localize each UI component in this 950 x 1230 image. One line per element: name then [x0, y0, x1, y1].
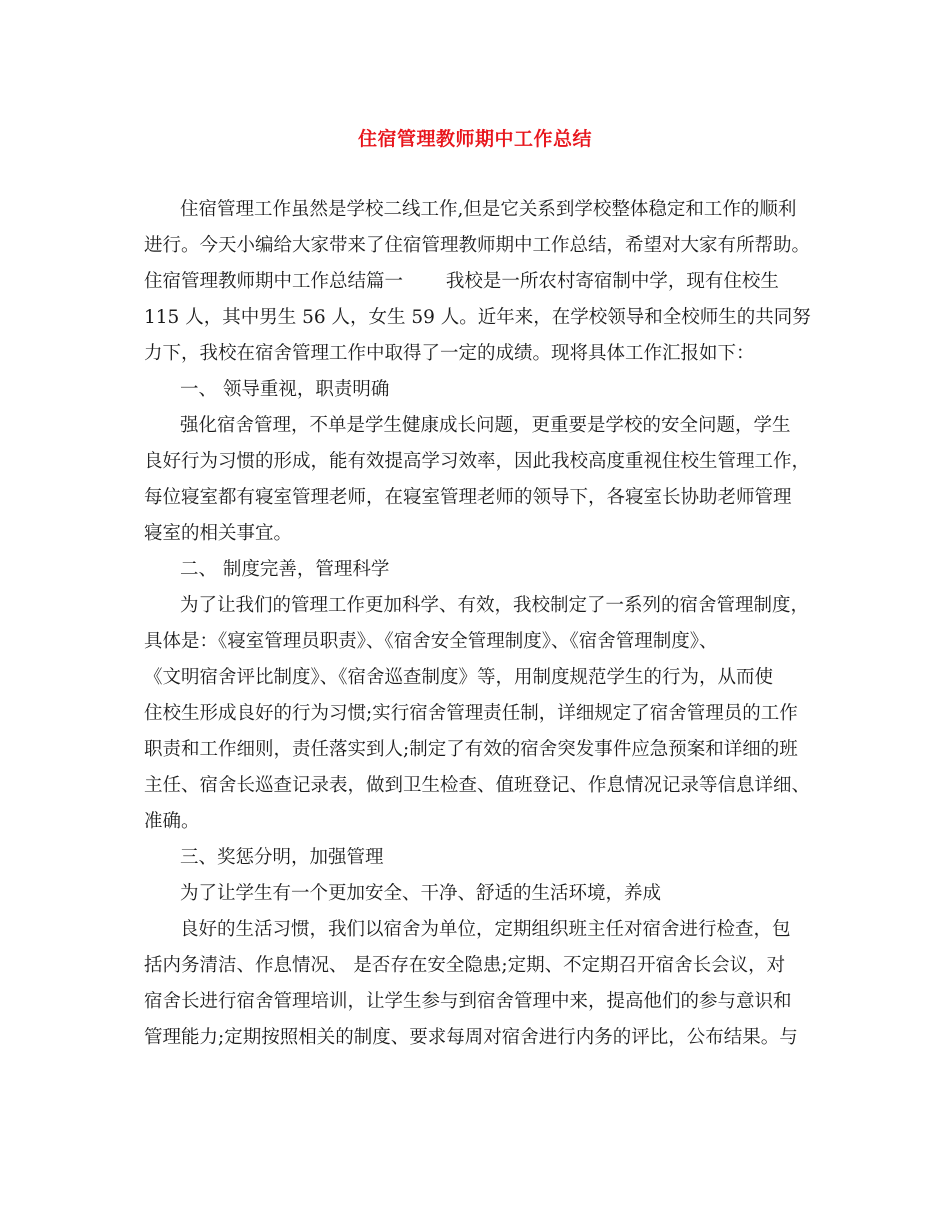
paragraph-line: 进行。今天小编给大家带来了住宿管理教师期中工作总结，希望对大家有所帮助。 [144, 235, 811, 256]
paragraph-line: 每位寝室都有寝室管理老师，在寝室管理老师的领导下，各寝室长协助老师管理 [144, 487, 792, 508]
paragraph-line: 宿舍长进行宿舍管理培训，让学生参与到宿舍管理中来，提高他们的参与意识和 [144, 991, 792, 1012]
paragraph-line: 强化宿舍管理，不单是学生健康成长问题，更重要是学校的安全问题，学生 [180, 415, 791, 436]
section-heading: 一、 领导重视，职责明确 [180, 379, 390, 400]
paragraph-line: 良好的生活习惯，我们以宿舍为单位，定期组织班主任对宿舍进行检查，包 [180, 919, 791, 940]
paragraph-line: 为了让学生有一个更加安全、干净、舒适的生活环境，养成 [180, 883, 662, 904]
paragraph-line: 职责和工作细则，责任落实到人;制定了有效的宿舍突发事件应急预案和详细的班 [144, 739, 798, 760]
paragraph-line: 寝室的相关事宜。 [144, 523, 293, 544]
paragraph-line: 115 人，其中男生 56 人，女生 59 人。近年来，在学校领导和全校师生的共同努 [144, 307, 811, 328]
document-title: 住宿管理教师期中工作总结 [357, 128, 592, 150]
paragraph-line: 住宿管理教师期中工作总结篇一 我校是一所农村寄宿制中学，现有住校生 [144, 271, 779, 292]
paragraph-line: 准确。 [144, 811, 200, 832]
paragraph-line: 住宿管理工作虽然是学校二线工作,但是它关系到学校整体稳定和工作的顺利 [180, 199, 797, 220]
paragraph-line: 住校生形成良好的行为习惯;实行宿舍管理责任制，详细规定了宿舍管理员的工作 [144, 703, 798, 724]
paragraph-line: 为了让我们的管理工作更加科学、有效，我校制定了一系列的宿舍管理制度， [180, 595, 810, 616]
paragraph-line: 良好行为习惯的形成，能有效提高学习效率，因此我校高度重视住校生管理工作， [144, 451, 811, 472]
section-heading: 二、 制度完善，管理科学 [180, 559, 390, 580]
paragraph-line: 具体是：《寝室管理员职责》、《宿舍安全管理制度》、《宿舍管理制度》、 [144, 631, 718, 652]
paragraph-line: 主任、宿舍长巡查记录表，做到卫生检查、值班登记、作息情况记录等信息详细、 [144, 775, 811, 796]
paragraph-line: 力下，我校在宿舍管理工作中取得了一定的成绩。现将具体工作汇报如下： [144, 343, 755, 364]
section-heading: 三、奖惩分明，加强管理 [180, 847, 384, 868]
paragraph-line: 管理能力;定期按照相关的制度、要求每周对宿舍进行内务的评比，公布结果。与 [144, 1027, 798, 1048]
paragraph-line: 括内务清洁、作息情况、 是否存在安全隐患;定期、不定期召开宿舍长会议，对 [144, 955, 786, 976]
paragraph-line: 《文明宿舍评比制度》、《宿舍巡查制度》等，用制度规范学生的行为，从而使 [144, 667, 774, 688]
